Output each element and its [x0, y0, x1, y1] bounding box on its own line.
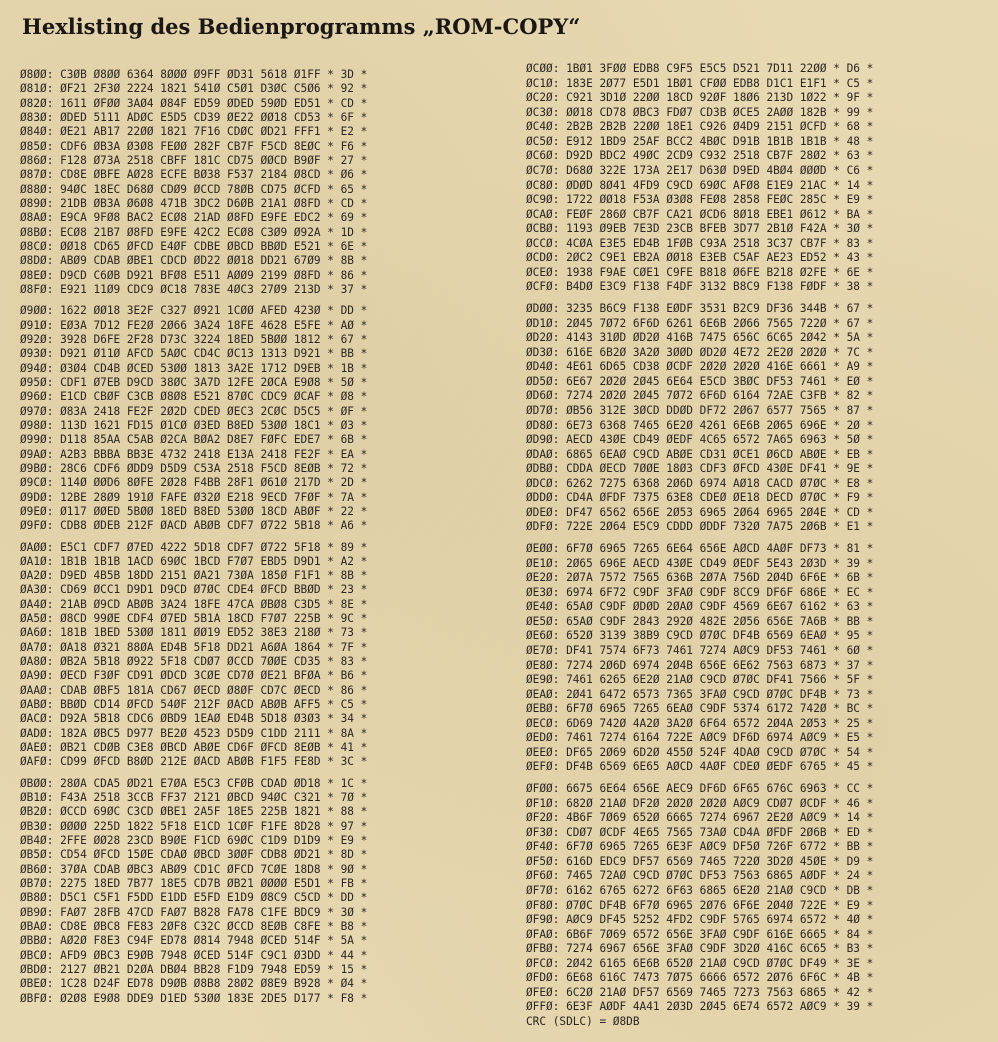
- hex-line: ØA3Ø: CD69 ØCC1 D9D1 D9CD Ø7ØC CDE4 ØFCD BBØD * 23 *: [20, 583, 368, 597]
- hex-line: Ø8CØ: ØØ18 CD65 ØFCD E4ØF CDBE ØBCD BBØD E521 * 6E *: [20, 239, 368, 253]
- hex-line: Ø82Ø: 1611 ØFØØ 3AØ4 Ø84F ED59 ØDED 59ØD ED51 * CD *: [20, 96, 368, 110]
- hex-line: ØF8Ø: Ø7ØC DF4B 6F7Ø 6965 2Ø76 6F6E 2Ø4Ø 722E * E9 *: [526, 898, 874, 912]
- hex-line: ØDBØ: CDDA ØECD 7ØØE 18Ø3 CDF3 ØFCD 43ØE DF41 * 9E *: [526, 462, 874, 476]
- hex-line: ØB1Ø: F43A 2518 3CCB FF37 2121 ØBCD 94ØC C321 * 7Ø *: [20, 791, 368, 805]
- hex-line: ØA7Ø: ØA18 Ø321 88ØA ED4B 5F18 DD21 A6ØA 1864 * 7F *: [20, 640, 368, 654]
- hex-line: ØB7Ø: 2275 18ED 7B77 18E5 CD7B ØB21 ØØØØ E5D1 * FB *: [20, 877, 368, 891]
- hex-line: ØCBØ: 1193 Ø9EB 7E3D 23CB BFEB 3D77 2B1Ø F42A * 3Ø *: [526, 222, 874, 236]
- hex-line: ØE3Ø: 6974 6F72 C9DF 3FAØ C9DF 8CC9 DF6F 686E * EC *: [526, 585, 874, 599]
- hex-line: Ø9DØ: 12BE 28Ø9 191Ø FAFE Ø32Ø E218 9ECD 7FØF * 7A *: [20, 490, 368, 504]
- hex-line: ØEØØ: 6F7Ø 6965 7265 6E64 656E AØCD 4AØF DF73 * 81 *: [526, 542, 874, 555]
- hex-line: ØD5Ø: 6E67 2Ø2Ø 2Ø45 6E64 E5CD 3BØC DF53 7461 * EØ *: [526, 374, 874, 388]
- hex-line: ØFEØ: 6C2Ø 21AØ DF57 6569 7465 7273 7563 6865 * 42 *: [526, 985, 874, 999]
- block-spacer: [526, 775, 873, 782]
- hex-line: ØB6Ø: 37ØA CDAB ØBC3 ABØ9 CD1C ØFCD 7CØE 18D8 * 9Ø *: [20, 862, 368, 876]
- hex-line: ØA2Ø: D9ED 4B5B 18DD 2151 ØA21 73ØA 185Ø F1F1 * 8B *: [20, 569, 368, 583]
- hex-line: Ø9ØØ: 1622 ØØ18 3E2F C327 Ø921 1CØØ AFED 423Ø * DD *: [20, 304, 368, 318]
- hex-line: Ø96Ø: E1CD CBØF C3CB Ø8Ø8 E521 87ØC CDC9 ØCAF * Ø8 *: [20, 390, 368, 404]
- hex-line: ØA9Ø: ØECD F3ØF CD91 ØDCD 3CØE CD7Ø ØE21 BFØA * B6 *: [20, 669, 368, 683]
- hex-line: ØF4Ø: 6F7Ø 6965 7265 6E3F AØC9 DF5Ø 726F 6772 * BB *: [526, 840, 874, 854]
- hex-line: ØEFØ: DF4B 6569 6E65 AØCD 4AØF CDEØ ØEDF 6765 * 45 *: [526, 760, 874, 774]
- hex-line: ØF3Ø: CDØ7 ØCDF 4E65 7565 73AØ CD4A ØFDF 2Ø6B * ED *: [526, 825, 874, 839]
- hex-line: ØB3Ø: ØØØØ 225D 1822 5F18 E1CD 1CØF F1FE 8D28 * 97 *: [20, 819, 368, 833]
- hex-line: ØA6Ø: 181B 1BED 53ØØ 1811 ØØ19 ED52 38E3 218Ø * 73 *: [20, 626, 368, 640]
- hex-line: ØADØ: 182A ØBC5 D977 BE2Ø 4523 D5D9 C1DD 2111 * 8A *: [20, 726, 368, 740]
- hex-line: ØBFØ: Ø2Ø8 E9Ø8 DDE9 D1ED 53ØØ 183E 2DE5 D177 * F8 *: [20, 991, 368, 1005]
- hex-line: Ø85Ø: CDF6 ØB3A Ø3Ø8 FEØØ 282F CB7F F5CD 8EØC * F6 *: [20, 139, 368, 153]
- hex-line: ØFAØ: 6B6F 7Ø69 6572 656E 3FAØ C9DF 616E 6665 * 84 *: [526, 927, 874, 941]
- hex-line: Ø91Ø: EØ3A 7D12 FE2Ø 2Ø66 3A24 18FE 4628 E5FE * AØ *: [20, 318, 368, 332]
- hex-line: ØD4Ø: 4E61 6D65 CD38 ØCDF 2Ø2Ø 2Ø2Ø 416E 6661 * A9 *: [526, 360, 874, 374]
- hex-line: Ø8AØ: E9CA 9FØ8 BAC2 ECØ8 21AD Ø8FD E9FE EDC2 * 69 *: [20, 211, 368, 225]
- hex-line: ØE1Ø: 2Ø65 696E AECD 43ØE CD49 ØEDF 5E43 2Ø3D * 39 *: [526, 556, 874, 570]
- hex-line: ØCEØ: 1938 F9AE CØE1 C9FE B818 Ø6FE B218 Ø2FE * 6E *: [526, 265, 874, 279]
- hex-line: ØF1Ø: 682Ø 21AØ DF2Ø 2Ø2Ø 2Ø2Ø AØC9 CDØ7 ØCDF * 46 *: [526, 796, 874, 810]
- hex-line: ØFFØ: 6E3F AØDF 4A41 2Ø3D 2Ø45 6E74 6572 AØC9 * 39 *: [526, 1000, 874, 1014]
- hex-line: ØB4Ø: 2FFE ØØ28 23CD B9ØE F1CD 69ØC C1D9 D1D9 * E9 *: [20, 834, 368, 848]
- hex-line: ØBDØ: 2127 ØB21 D2ØA DBØ4 BB28 F1D9 7948 ED59 * 15 *: [20, 963, 368, 977]
- hex-line: ØC6Ø: D92D BDC2 49ØC 2CD9 C932 2518 CB7F 28Ø2 * 63 *: [526, 149, 874, 163]
- hex-line: ØC8Ø: ØDØD 8Ø41 4FD9 C9CD 69ØC AFØ8 E1E9 21AC * 14 *: [526, 178, 874, 192]
- hex-line: ØE4Ø: 65AØ C9DF ØDØD 2ØAØ C9DF 4569 6E67 6162 * 63 *: [526, 600, 874, 614]
- hex-line: ØFCØ: 2Ø42 6165 6E6B 652Ø 21AØ C9CD Ø7ØC DF49 * 3E *: [526, 956, 874, 970]
- hex-line: Ø8FØ: E921 11Ø9 CDC9 ØC18 783E 4ØC3 27Ø9 213D * 37 *: [20, 282, 368, 296]
- hex-line: ØC5Ø: E912 1BD9 25AF BCC2 4BØC D91B 1B1B 1B1B * 48 *: [526, 134, 874, 148]
- hex-line: ØBAØ: CD8E ØBC8 FE83 2ØF8 C32C ØCCD 8EØB C8FE * B8 *: [20, 920, 368, 934]
- hex-line: Ø9FØ: CDB8 ØDEB 212F ØACD ABØB CDF7 Ø722 5B18 * A6 *: [20, 519, 368, 533]
- hex-line: Ø83Ø: ØDED 5111 ADØC E5D5 CD39 ØE22 ØØ18 CD53 * 6F *: [20, 110, 368, 124]
- hex-line: ØC9Ø: 1722 ØØ18 F53A Ø3Ø8 FEØ8 2858 FEØC 285C * E9 *: [526, 193, 874, 207]
- hex-line: Ø8EØ: D9CD C6ØB D921 BFØ8 E511 AØØ9 2199 Ø8FD * 86 *: [20, 268, 368, 282]
- hex-line: ØA8Ø: ØB2A 5B18 Ø922 5F18 CDØ7 ØCCD 7ØØE CD35 * 83 *: [20, 655, 368, 669]
- hex-line: Ø98Ø: 113D 1621 FD15 Ø1CØ Ø3ED B8ED 53ØØ 18C1 * Ø3 *: [20, 418, 368, 432]
- hex-line: ØE6Ø: 652Ø 3139 38B9 C9CD Ø7ØC DF4B 6569 6EAØ * 95 *: [526, 629, 874, 643]
- hex-line: ØBBØ: AØ2Ø F8E3 C94F ED78 Ø814 7948 ØCED 514F * 5A *: [20, 934, 368, 948]
- hex-line: ØD7Ø: ØB56 312E 3ØCD DDØD DF72 2Ø67 6577 7565 * 87 *: [526, 403, 874, 417]
- hex-line: ØE9Ø: 7461 6265 6E2Ø 21AØ C9CD Ø7ØC DF41 7566 * 5F *: [526, 673, 874, 687]
- hex-line: ØD9Ø: AECD 43ØE CD49 ØEDF 4C65 6572 7A65 6963 * 5Ø *: [526, 433, 874, 447]
- hex-line: ØB9Ø: FAØ7 28FB 47CD FAØ7 B828 FA78 C1FE BDC9 * 3Ø *: [20, 905, 368, 919]
- hex-line: ØDAØ: 6865 6EAØ C9CD ABØE CD31 ØCE1 Ø6CD ABØE * EB *: [526, 447, 874, 461]
- hex-line: ØD8Ø: 6E73 6368 7465 6E2Ø 4261 6E6B 2Ø65 696E * 2Ø *: [526, 418, 874, 432]
- hex-line: Ø95Ø: CDF1 Ø7EB D9CD 38ØC 3A7D 12FE 2ØCA E9Ø8 * 5Ø *: [20, 375, 368, 389]
- hex-line: ØCDØ: 2ØC2 C9E1 EB2A ØØ18 E3EB C5AF AE23 ED52 * 43 *: [526, 251, 874, 265]
- hex-line: ØD1Ø: 2Ø45 7Ø72 6F6D 6261 6E6B 2Ø66 7565 722Ø * 67 *: [526, 316, 874, 330]
- hex-line: ØC7Ø: D68Ø 322E 173A 2E17 D63Ø D9ED 4BØ4 ØØØD * C6 *: [526, 163, 874, 177]
- block-spacer: [20, 770, 367, 777]
- hex-line: Ø9AØ: A2B3 BBBA BB3E 4732 2418 E13A 2418 FE2F * EA *: [20, 447, 368, 461]
- hex-line: Ø86Ø: F128 Ø73A 2518 CBFF 181C CD75 ØØCD B9ØF * 27 *: [20, 153, 368, 167]
- hex-line: Ø8BØ: ECØ8 21B7 Ø8FD E9FE 42C2 ECØ8 C3Ø9 Ø92A * 1D *: [20, 225, 368, 239]
- hex-line: Ø93Ø: D921 Ø11Ø AFCD 5AØC CD4C ØC13 1313 D921 * BB *: [20, 347, 368, 361]
- hex-line: Ø9EØ: Ø117 ØØED 5BØØ 18ED B8ED 53ØØ 18CD ABØF * 22 *: [20, 504, 368, 518]
- hex-line: ØDEØ: DF47 6562 656E 2Ø53 6965 2Ø64 6965 2Ø4E * CD *: [526, 505, 874, 519]
- hex-line: ØEBØ: 6F7Ø 6965 7265 6EAØ C9DF 5374 6172 742Ø * BC *: [526, 702, 874, 716]
- page-title: Hexlisting des Bedienprogramms „ROM-COPY“: [22, 14, 581, 39]
- hex-line: ØB5Ø: CD54 ØFCD 15ØE CDAØ ØBCD 3ØØF CDB8 ØD21 * 8D *: [20, 848, 368, 862]
- hex-line: ØCØØ: 1BØ1 3FØØ EDB8 C9F5 E5C5 D521 7D11 22ØØ * D6 *: [526, 62, 874, 75]
- hex-line: ØBCØ: AFD9 ØBC3 E9ØB 7948 ØCED 514F C9C1 Ø3DD * 44 *: [20, 948, 368, 962]
- hex-line: ØB8Ø: D5C1 C5F1 F5DD E1DD E5FD E1D9 Ø8C9 C5CD * DD *: [20, 891, 368, 905]
- hex-line: ØDFØ: 722E 2Ø64 E5C9 CDDD ØDDF 732Ø 7A75 2Ø6B * E1 *: [526, 520, 874, 534]
- crc-line: CRC (SDLC) = Ø8DB: [526, 1015, 640, 1028]
- hex-line: ØD6Ø: 7274 2Ø2Ø 2Ø45 7Ø72 6F6D 6164 72AE C3FB * 82 *: [526, 389, 874, 403]
- hex-line: ØEEØ: DF65 2Ø69 6D2Ø 455Ø 524F 4DAØ C9CD Ø7ØC * 54 *: [526, 745, 874, 759]
- hex-line: ØBEØ: 1C28 D24F ED78 D9ØB Ø8B8 28Ø2 Ø8E9 B928 * Ø4 *: [20, 977, 368, 991]
- hex-line: ØC3Ø: ØØ18 CD78 ØBC3 FDØ7 CD3B ØCE5 2AØØ 182B * 99 *: [526, 105, 874, 119]
- hex-line: ØDØØ: 3235 B6C9 F138 EØDF 3531 B2C9 DF36 344B * 67 *: [526, 302, 874, 315]
- hex-line: ØC2Ø: C921 3D1Ø 22ØØ 18CD 92ØF 18Ø6 213D 1Ø22 * 9F *: [526, 91, 874, 105]
- hex-line: ØA5Ø: Ø8CD 99ØE CDF4 Ø7ED 5B1A 18CD F7Ø7 225B * 9C *: [20, 612, 368, 626]
- hex-line: ØEDØ: 7461 7274 6164 722E AØC9 DF6D 6974 AØC9 * E5 *: [526, 731, 874, 745]
- block-spacer: [526, 295, 873, 302]
- hex-line: ØCFØ: B4DØ E3C9 F138 F4DF 3132 B8C9 F138 FØDF * 38 *: [526, 280, 874, 294]
- hex-line: Ø88Ø: 94ØC 18EC D68Ø CDØ9 ØCCD 78ØB CD75 ØCFD * 65 *: [20, 182, 368, 196]
- hex-line: ØB2Ø: ØCCD 69ØC C3CD ØBE1 2A5F 18E5 225B 1821 * 88 *: [20, 805, 368, 819]
- hex-line: ØC4Ø: 2B2B 2B2B 22ØØ 18E1 C926 Ø4D9 2151 ØCFD * 68 *: [526, 120, 874, 134]
- hex-line: ØA1Ø: 1B1B 1B1B 1ACD 69ØC 1BCD F7Ø7 EBD5 D9D1 * A2 *: [20, 554, 368, 568]
- hex-line: ØECØ: 6D69 742Ø 4A2Ø 3A2Ø 6F64 6572 2Ø4A 2Ø53 * 25 *: [526, 716, 874, 730]
- hex-line: ØFDØ: 6E68 616C 7473 7Ø75 6666 6572 2Ø76 6F6C * 4B *: [526, 971, 874, 985]
- hex-line: Ø89Ø: 21DB ØB3A Ø6Ø8 471B 3DC2 D6ØB 21A1 Ø8FD * CD *: [20, 196, 368, 210]
- hex-line: ØAFØ: CD99 ØFCD B8ØD 212E ØACD ABØB F1F5 FE8D * 3C *: [20, 755, 368, 769]
- block-spacer: [20, 534, 367, 541]
- hex-line: ØC1Ø: 183E 2Ø77 E5D1 1BØ1 CFØØ EDB8 D1C1 E1F1 * C5 *: [526, 76, 874, 90]
- hex-line: ØABØ: BBØD CD14 ØFCD 54ØF 212F ØACD ABØB AFF5 * C5 *: [20, 698, 368, 712]
- hex-line: Ø87Ø: CD8E ØBFE AØ28 ECFE BØ38 F537 2184 Ø8CD * Ø6 *: [20, 168, 368, 182]
- hex-line: ØE8Ø: 7274 2Ø6D 6974 2Ø4B 656E 6E62 7563 6873 * 37 *: [526, 658, 874, 672]
- hex-line: ØBØØ: 28ØA CDA5 ØD21 E7ØA E5C3 CFØB CDAD ØD18 * 1C *: [20, 776, 368, 790]
- hex-line: ØF6Ø: 7465 72AØ C9CD Ø7ØC DF53 7563 6865 AØDF * 24 *: [526, 869, 874, 883]
- hex-line: Ø97Ø: Ø83A 2418 FE2F 2Ø2D CDED ØEC3 2CØC D5C5 * ØF *: [20, 404, 368, 418]
- hex-line: ØE7Ø: DF41 7574 6F73 7461 7274 AØC9 DF53 7461 * 6Ø *: [526, 643, 874, 657]
- hex-line: ØACØ: D92A 5B18 CDC6 ØBD9 1EAØ ED4B 5D18 Ø3Ø3 * 34 *: [20, 712, 368, 726]
- hex-line: ØDDØ: CD4A ØFDF 7375 63E8 CDEØ ØE18 DECD Ø7ØC * F9 *: [526, 491, 874, 505]
- hex-line: Ø84Ø: ØE21 AB17 22ØØ 1821 7F16 CDØC ØD21 FFF1 * E2 *: [20, 125, 368, 139]
- hex-line: ØD3Ø: 616E 6B2Ø 3A2Ø 3ØØD ØD2Ø 4E72 2E2Ø 2Ø2Ø * 7C *: [526, 345, 874, 359]
- hex-line: Ø8DØ: ABØ9 CDAB ØBE1 CDCD ØD22 ØØ18 DD21 67Ø9 * 8B *: [20, 254, 368, 268]
- hex-line: Ø9CØ: 114Ø ØØD6 8ØFE 2Ø28 F4BB 28F1 Ø61Ø 217D * 2D *: [20, 476, 368, 490]
- block-spacer: [526, 535, 873, 542]
- hex-line: Ø81Ø: ØF21 2F3Ø 2224 1821 541Ø C5Ø1 D3ØC C5Ø6 * 92 *: [20, 82, 368, 96]
- hex-line: ØAØØ: E5C1 CDF7 Ø7ED 4222 5D18 CDF7 Ø722 5F18 * 89 *: [20, 540, 368, 554]
- hex-line: ØEAØ: 2Ø41 6472 6573 7365 3FAØ C9CD Ø7ØC DF4B * 73 *: [526, 687, 874, 701]
- hex-line: ØF9Ø: AØC9 DF45 5252 4FD2 C9DF 5765 6974 6572 * 4Ø *: [526, 913, 874, 927]
- hex-column-left: [20, 68, 367, 1006]
- hex-line: Ø8ØØ: C3ØB Ø8ØØ 6364 8ØØØ Ø9FF ØD31 5618 Ø1FF * 3D *: [20, 68, 368, 81]
- hex-line: Ø94Ø: Ø3Ø4 CD4B ØCED 53ØØ 1813 3A2E 1712 D9EB * 1B *: [20, 361, 368, 375]
- hex-line: Ø92Ø: 3928 D6FE 2F28 D73C 3224 18ED 5BØØ 1812 * 67 *: [20, 332, 368, 346]
- hex-line: ØFØØ: 6675 6E64 656E AEC9 DF6D 6F65 676C 6963 * CC *: [526, 782, 874, 795]
- block-spacer: [20, 297, 367, 304]
- hex-line: ØCCØ: 4CØA E3E5 ED4B 1FØB C93A 2518 3C37 CB7F * 83 *: [526, 236, 874, 250]
- hex-line: ØCAØ: FEØF 286Ø CB7F CA21 ØCD6 8Ø18 EBE1 Ø612 * BA *: [526, 207, 874, 221]
- hex-line: ØDCØ: 6262 7275 6368 2Ø6D 6974 AØ18 CACD Ø7ØC * E8 *: [526, 476, 874, 490]
- hex-line: ØFBØ: 7274 6967 656E 3FAØ C9DF 3D2Ø 416C 6C65 * B3 *: [526, 942, 874, 956]
- hex-line: ØF5Ø: 616D EDC9 DF57 6569 7465 722Ø 3D2Ø 45ØE * D9 *: [526, 854, 874, 868]
- hex-line: ØE5Ø: 65AØ C9DF 2843 292Ø 482E 2Ø56 656E 7A6B * BB *: [526, 614, 874, 628]
- hex-line: Ø9BØ: 28C6 CDF6 ØDD9 D5D9 C53A 2518 F5CD 8EØB * 72 *: [20, 461, 368, 475]
- hex-line: ØAAØ: CDAB ØBF5 181A CD67 ØECD Ø8ØF CD7C ØECD * 86 *: [20, 683, 368, 697]
- hex-line: ØF7Ø: 6162 6765 6272 6F63 6865 6E2Ø 21AØ C9CD * DB *: [526, 883, 874, 897]
- hex-line: ØF2Ø: 4B6F 7Ø69 652Ø 6665 7274 6967 2E2Ø AØC9 * 14 *: [526, 811, 874, 825]
- hex-line: ØA4Ø: 21AB Ø9CD ABØB 3A24 18FE 47CA ØBØ8 C3D5 * 8E *: [20, 597, 368, 611]
- hex-line: Ø99Ø: D118 85AA C5AB Ø2CA BØA2 D8E7 FØFC EDE7 * 6B *: [20, 433, 368, 447]
- hex-line: ØE2Ø: 2Ø7A 7572 7565 636B 2Ø7A 756D 2Ø4D 6F6E * 6B *: [526, 571, 874, 585]
- hex-line: ØD2Ø: 4143 31ØD ØD2Ø 416B 7475 656C 6C65 2Ø42 * 5A *: [526, 331, 874, 345]
- hex-line: ØAEØ: ØB21 CDØB C3E8 ØBCD ABØE CD6F ØFCD 8EØB * 41 *: [20, 741, 368, 755]
- hex-column-right: [526, 62, 873, 1030]
